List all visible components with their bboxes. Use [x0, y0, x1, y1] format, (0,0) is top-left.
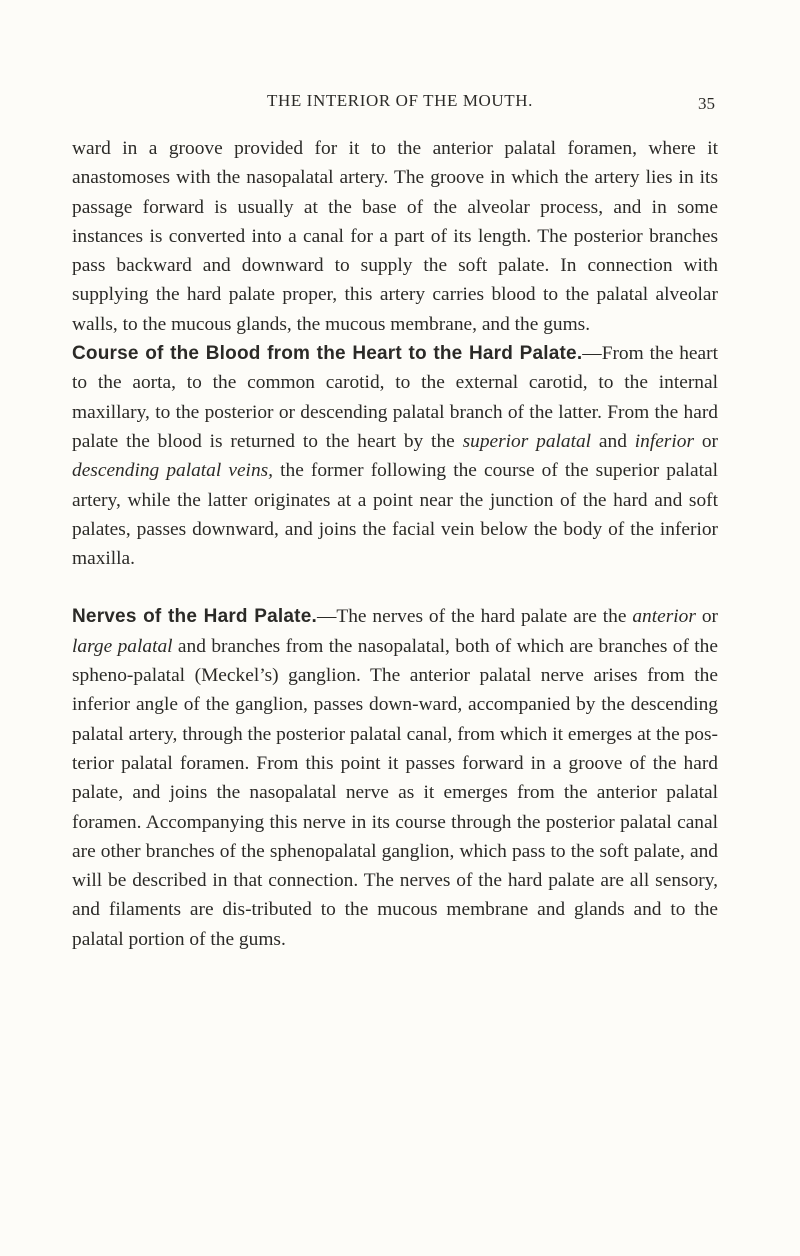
- section-heading-nerves: Nerves of the Hard Palate.: [72, 606, 317, 628]
- paragraph-text: —From the heart to the aorta, to the common carotid, to the external carotid, to the internal maxillary, to the posterior or descending palatal branch of the latter. From the hard palate the blood is returned to the heart by the: [72, 343, 718, 452]
- paragraph-nerves: [72, 602, 718, 954]
- section-heading-blood-course: Course of the Blood from the Heart to the Hard Palate.: [72, 343, 583, 365]
- italic-term: descending palatal veins,: [72, 460, 274, 482]
- paragraph-gap: [72, 573, 718, 602]
- running-head: [0, 91, 800, 121]
- italic-term: superior palatal: [462, 430, 592, 452]
- italic-term: inferior: [634, 430, 694, 452]
- paragraph-text: ward in a groove provided for it to the anterior palatal foramen, where it anastomoses with the nasopalatal artery. The groove in which the artery lies in its passage forward is usually at the base of the alveolar process, and in some instances is converted into a canal for a part of its length. The posterior branches pass backward and downward to supply the soft palate. In connection with supplying the hard palate proper, this artery carries blood to the palatal alveolar walls, to the mucous glands, the mucous membrane, and the gums.: [72, 138, 718, 335]
- page-number: 35: [698, 94, 715, 113]
- paragraph-text: —The nerves of the hard palate are the: [316, 606, 633, 628]
- paragraph-text: the former following the course of the superior palatal artery, while the latter originates at a point near the junction of the hard and soft palates, passes downward, and joins the facial vein below the body of the inferior maxilla.: [72, 460, 718, 570]
- running-title: THE INTERIOR OF THE MOUTH.: [266, 91, 534, 110]
- italic-term: anterior: [632, 606, 696, 628]
- paragraph-text: and: [591, 430, 635, 452]
- paragraph-arteries: [72, 134, 718, 339]
- body-text: [72, 134, 718, 954]
- paragraph-text: or: [695, 606, 718, 628]
- paragraph-text: and branches from the nasopalatal, both of which are branches of the spheno-palatal (Meckel’s) ganglion. The anterior palatal nerve arises from the inferior angle of the ganglion, passes down-ward, accompanied by the descending palatal artery, through the posterior palatal canal, from which it emerges at the pos-terior palatal foramen. From this point it passes forward in a groove of the hard palate, and joins the nasopalatal nerve as it emerges from the anterior palatal foramen. Accompanying this nerve in its course through the posterior palatal canal are other branches of the sphenopalatal ganglion, which pass to the soft palate, and will be described in that connection. The nerves of the hard palate are all sensory, and filaments are dis-tributed to the mucous membrane and glands and to the palatal portion of the gums.: [72, 635, 718, 950]
- paragraph-blood-course: [72, 339, 718, 573]
- italic-term: large palatal: [72, 635, 173, 657]
- paragraph-text: or: [694, 430, 718, 452]
